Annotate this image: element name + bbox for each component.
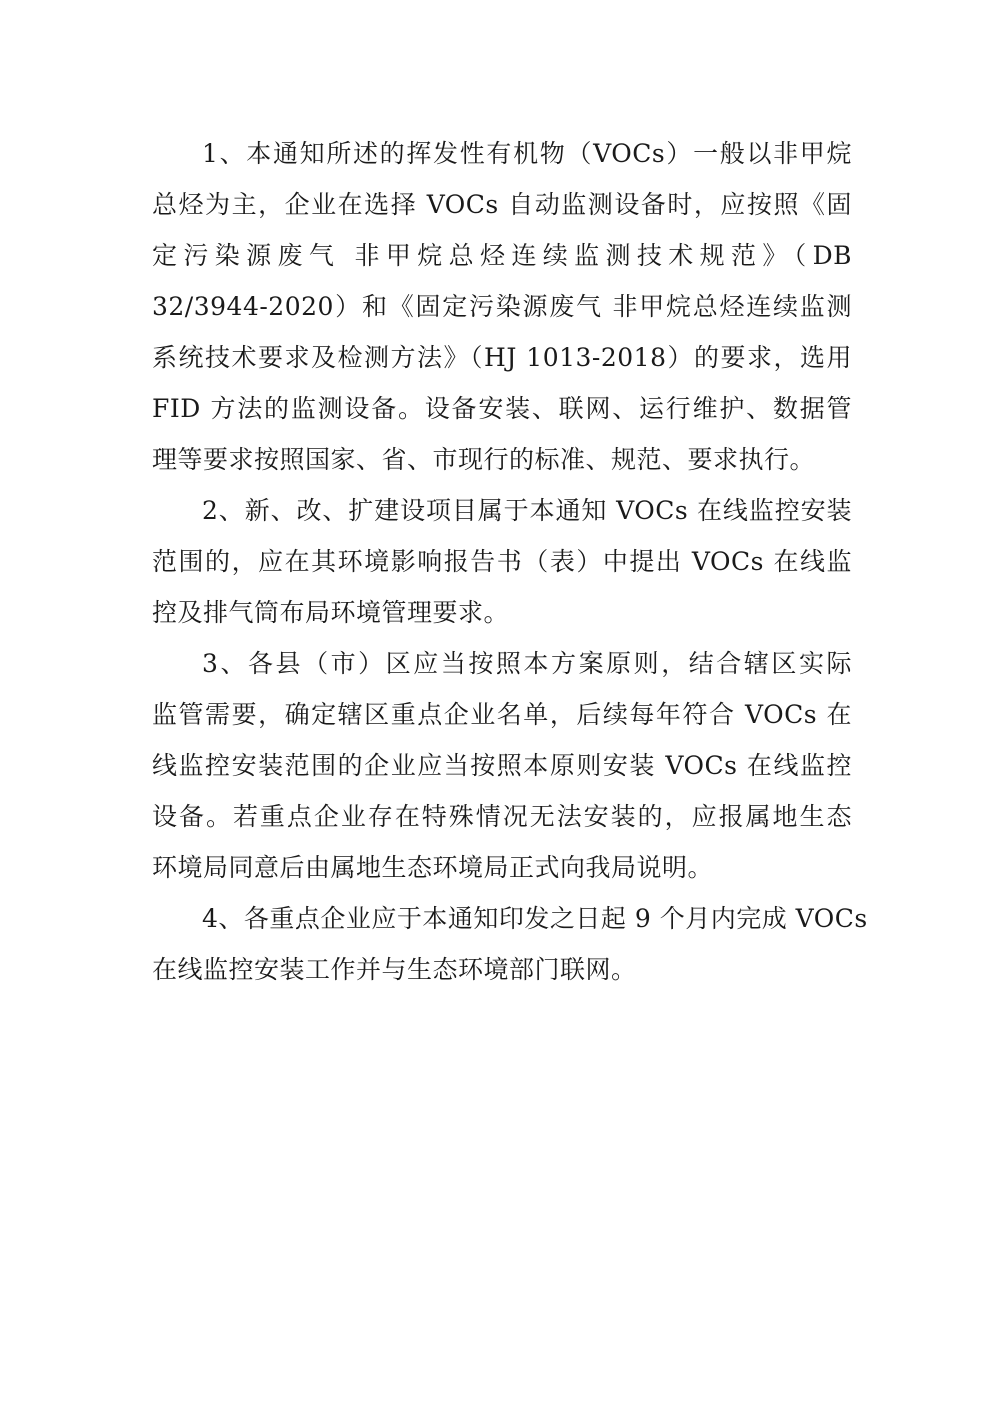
- paragraph-line: 4、各重点企业应于本通知印发之日起 9 个月内完成 VOCs: [202, 904, 868, 933]
- paragraph-line: 1、本通知所述的挥发性有机物（VOCs）一般以非甲烷: [202, 139, 852, 168]
- paragraph-line: 监管需要，确定辖区重点企业名单，后续每年符合 VOCs 在: [152, 700, 852, 729]
- paragraph-line: 2、新、改、扩建设项目属于本通知 VOCs 在线监控安装: [202, 496, 852, 525]
- paragraph-line: FID 方法的监测设备。设备安装、联网、运行维护、数据管: [152, 394, 852, 423]
- paragraph-line: 定污染源废气 非甲烷总烃连续监测技术规范》（DB: [152, 241, 852, 270]
- paragraph-line: 范围的，应在其环境影响报告书（表）中提出 VOCs 在线监: [152, 547, 852, 576]
- paragraph-line: 理等要求按照国家、省、市现行的标准、规范、要求执行。: [152, 445, 816, 474]
- paragraph-3: [152, 638, 852, 893]
- paragraph-line: 线监控安装范围的企业应当按照本原则安装 VOCs 在线监控: [152, 751, 852, 780]
- paragraph-line: 环境局同意后由属地生态环境局正式向我局说明。: [152, 853, 714, 882]
- paragraph-2: [152, 485, 852, 638]
- paragraph-line: 在线监控安装工作并与生态环境部门联网。: [152, 955, 637, 984]
- paragraph-line: 设备。若重点企业存在特殊情况无法安装的，应报属地生态: [152, 802, 852, 831]
- paragraph-4: [152, 893, 868, 995]
- document-body: [152, 128, 868, 995]
- paragraph-line: 总烃为主，企业在选择 VOCs 自动监测设备时，应按照《固: [152, 190, 852, 219]
- paragraph-line: 3、各县（市）区应当按照本方案原则，结合辖区实际: [202, 649, 852, 678]
- paragraph-1: [152, 128, 852, 485]
- paragraph-line: 控及排气筒布局环境管理要求。: [152, 598, 510, 627]
- paragraph-line: 系统技术要求及检测方法》（HJ 1013-2018）的要求，选用: [152, 343, 852, 372]
- paragraph-line: 32/3944-2020）和《固定污染源废气 非甲烷总烃连续监测: [152, 292, 852, 321]
